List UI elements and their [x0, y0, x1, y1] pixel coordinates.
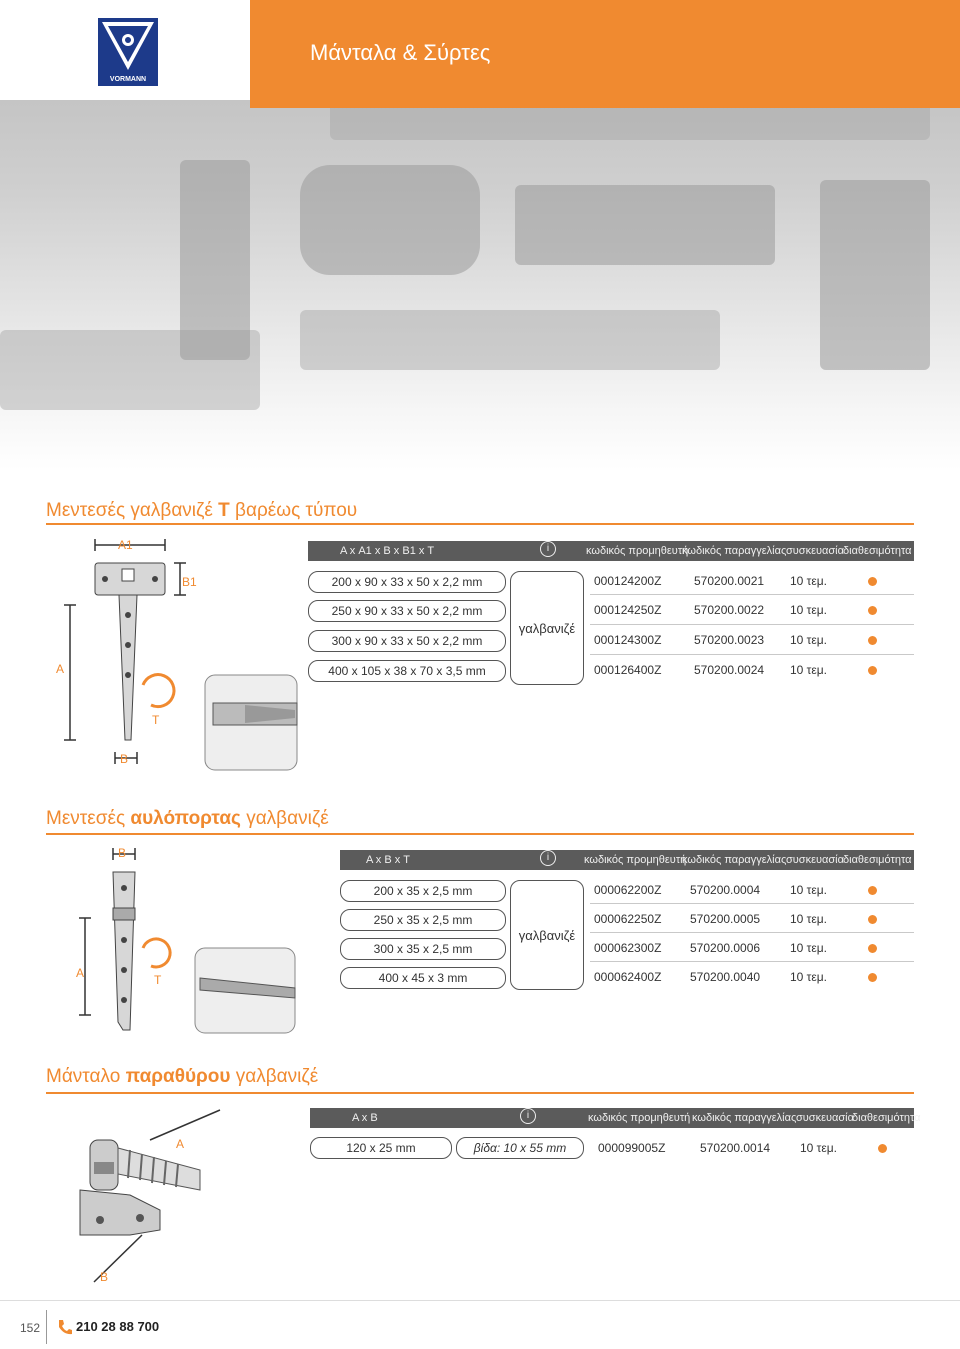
- gate-hinge-drawing: [55, 840, 315, 1040]
- table-row-dims: 200 x 35 x 2,5 mm: [340, 880, 506, 902]
- supplier-code: 000062250Ζ: [594, 912, 662, 926]
- label-a: Α: [56, 662, 65, 676]
- row-divider: [590, 654, 914, 655]
- dims-header: Α x Β x Τ: [366, 854, 411, 866]
- packaging: 10 τεμ.: [790, 633, 828, 647]
- label-a: Α: [76, 966, 85, 980]
- phone-number[interactable]: 210 28 88 700: [76, 1319, 160, 1334]
- label-b: Β: [120, 752, 129, 766]
- packaging: 10 τεμ.: [790, 912, 828, 926]
- packaging: 10 τεμ.: [790, 883, 828, 897]
- col-packaging: συσκευασία: [786, 854, 844, 866]
- packaging: 10 τεμ.: [790, 663, 828, 677]
- dot-icon: [868, 944, 877, 953]
- order-code: 570200.0022: [694, 603, 765, 617]
- col-availability: διαθεσιμότητα: [843, 545, 912, 557]
- label-t: Τ: [152, 713, 160, 727]
- packaging: 10 τεμ.: [790, 941, 828, 955]
- col-order-code: κωδικός παραγγελίας: [682, 854, 787, 866]
- order-code: 570200.0014: [700, 1141, 771, 1155]
- label-a1: Α1: [118, 538, 133, 552]
- label-a: Α: [176, 1137, 185, 1151]
- col-availability: διαθεσιμότητα: [852, 1112, 921, 1124]
- order-code: 570200.0023: [694, 633, 765, 647]
- table-row-dims: 300 x 35 x 2,5 mm: [340, 938, 506, 960]
- dims-header: Α x Α1 x Β x Β1 x Τ: [340, 545, 435, 557]
- table-row-dims: 250 x 90 x 33 x 50 x 2,2 mm: [308, 600, 506, 622]
- section-title-window-latch: Μάνταλο παραθύρου γαλβανιζέ: [46, 1066, 319, 1087]
- table-row-dims: 250 x 35 x 2,5 mm: [340, 909, 506, 931]
- supplier-code: 000124250Ζ: [594, 603, 662, 617]
- supplier-code: 000126400Ζ: [594, 663, 662, 677]
- supplier-code: 000062400Ζ: [594, 970, 662, 984]
- phone-icon: [56, 1318, 72, 1336]
- label-b1: Β1: [182, 575, 197, 589]
- logo-area: [0, 0, 250, 100]
- table-header: [308, 541, 914, 561]
- section-title-t-hinge: Μεντεσές γαλβανιζέ Τ βαρέως τύπου: [46, 500, 358, 521]
- dot-icon: [868, 973, 877, 982]
- label-b: Β: [100, 1270, 109, 1284]
- row-divider: [590, 961, 914, 962]
- info-icon: i: [540, 541, 556, 557]
- col-supplier-code: κωδικός προμηθευτή: [584, 854, 687, 866]
- order-code: 570200.0024: [694, 663, 765, 677]
- table-row-dims: 200 x 90 x 33 x 50 x 2,2 mm: [308, 571, 506, 593]
- info-icon: i: [540, 850, 556, 866]
- table-header: [340, 850, 914, 870]
- dot-icon: [878, 1144, 887, 1153]
- row-divider: [590, 932, 914, 933]
- table-header: [310, 1108, 921, 1128]
- row-divider: [590, 903, 914, 904]
- t-hinge-drawing: [55, 535, 315, 775]
- col-availability: διαθεσιμότητα: [843, 854, 912, 866]
- packaging: 10 τεμ.: [790, 603, 828, 617]
- col-supplier-code: κωδικός προμηθευτή: [586, 545, 689, 557]
- order-code: 570200.0005: [690, 912, 761, 926]
- section-rule: [46, 1092, 914, 1094]
- screw-spec: βίδα: 10 x 55 mm: [456, 1137, 584, 1159]
- table-row-dims: 400 x 105 x 38 x 70 x 3,5 mm: [308, 660, 506, 682]
- col-packaging: συσκευασία: [786, 545, 844, 557]
- order-code: 570200.0006: [690, 941, 761, 955]
- col-order-code: κωδικός παραγγελίας: [682, 545, 787, 557]
- dims-header: Α x Β: [352, 1112, 378, 1124]
- table-row-dims: 300 x 90 x 33 x 50 x 2,2 mm: [308, 630, 506, 652]
- dot-icon: [868, 606, 877, 615]
- label-t: Τ: [154, 973, 162, 987]
- dot-icon: [868, 915, 877, 924]
- supplier-code: 000124300Ζ: [594, 633, 662, 647]
- label-b: Β: [118, 846, 127, 860]
- table-row-dims: 120 x 25 mm: [310, 1137, 452, 1159]
- section-title-gate-hinge: Μεντεσές αυλόπορτας γαλβανιζέ: [46, 808, 329, 829]
- material-cell: γαλβανιζέ: [510, 571, 584, 685]
- supplier-code: 000099005Ζ: [598, 1141, 666, 1155]
- window-latch-drawing: [60, 1100, 260, 1300]
- footer-divider: [0, 1300, 960, 1301]
- packaging: 10 τεμ.: [790, 574, 828, 588]
- page-title: Μάνταλα & Σύρτες: [310, 40, 491, 65]
- page-number: 152: [20, 1321, 41, 1335]
- packaging: 10 τεμ.: [800, 1141, 838, 1155]
- brand-name: VORMANN: [109, 76, 147, 83]
- col-order-code: κωδικός παραγγελίας: [692, 1112, 797, 1124]
- order-code: 570200.0021: [694, 574, 765, 588]
- row-divider: [590, 594, 914, 595]
- order-code: 570200.0004: [690, 883, 761, 897]
- section-rule: [46, 833, 914, 835]
- material-cell: γαλβανιζέ: [510, 880, 584, 990]
- dot-icon: [868, 666, 877, 675]
- packaging: 10 τεμ.: [790, 970, 828, 984]
- col-packaging: συσκευασία: [796, 1112, 854, 1124]
- supplier-code: 000062300Ζ: [594, 941, 662, 955]
- order-code: 570200.0040: [690, 970, 761, 984]
- dot-icon: [868, 577, 877, 586]
- supplier-code: 000062200Ζ: [594, 883, 662, 897]
- info-icon: i: [520, 1108, 536, 1124]
- dot-icon: [868, 886, 877, 895]
- section-rule: [46, 523, 914, 525]
- footer-separator: [46, 1310, 47, 1344]
- table-row-dims: 400 x 45 x 3 mm: [340, 967, 506, 989]
- dot-icon: [868, 636, 877, 645]
- supplier-code: 000124200Ζ: [594, 574, 662, 588]
- row-divider: [590, 624, 914, 625]
- col-supplier-code: κωδικός προμηθευτή: [588, 1112, 691, 1124]
